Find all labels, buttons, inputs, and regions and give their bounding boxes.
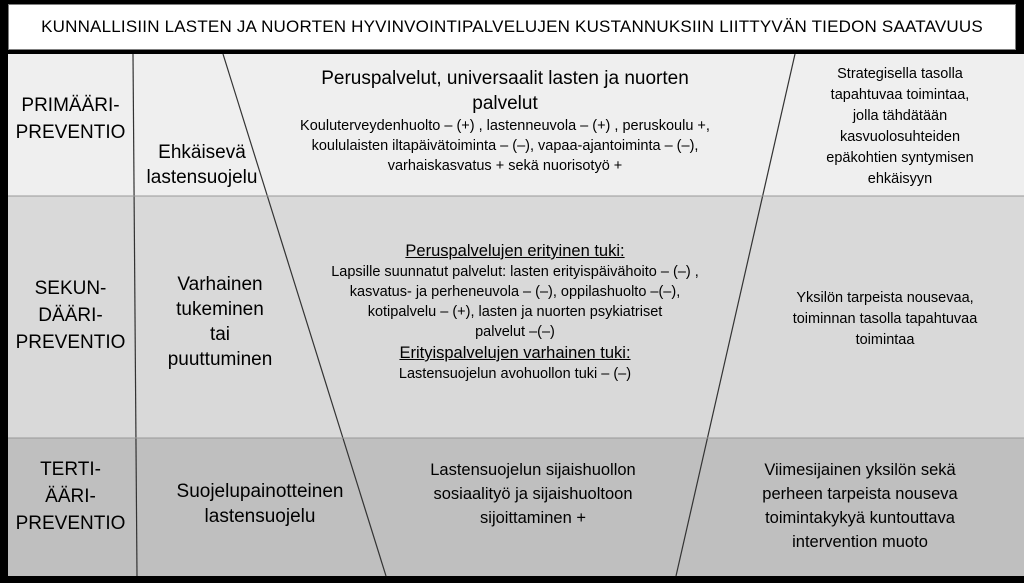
tertiary-services: Lastensuojelun sijaishuollon sosiaalityö ja sijaishuoltoon sijoittaminen + <box>430 461 636 527</box>
secondary-services: Peruspalvelujen erityinen tuki: Lapsille suunnatut palvelut: lasten erityispäivähoito – (–) , kasvatus- ja perheneuvola – (–), oppilashuolto –(–), kotipalvelu – (+), lasten ja nuorten psykiatriset palvelut –(–) Erityispalvelujen varhainen tuki: Lastensuojelun avohuollon tuki – (–) <box>331 242 699 382</box>
primary-services: Peruspalvelut, universaalit lasten ja nuorten palvelut Kouluterveydenhuolto – (+) , lastenneuvola – (+) , peruskoulu +, koululaisten iltapäivätoiminta – (–), vapaa-ajantoiminta – (–), varhaiskasvatus + sekä nuorisotyö + <box>300 68 710 174</box>
services-heading: Peruspalvelujen erityinen tuki: <box>405 242 625 260</box>
tertiary-description: Viimesijainen yksilön sekä perheen tarpeista nouseva toimintakykyä kuntouttava intervention muoto <box>762 461 958 551</box>
diagram-title: KUNNALLISIIN LASTEN JA NUORTEN HYVINVOINTIPALVELUJEN KUSTANNUKSIIN LIITTYVÄN TIEDON SAATAVUUS <box>8 4 1016 50</box>
services-heading: Erityispalvelujen varhainen tuki: <box>399 344 631 362</box>
type-preventive-child-welfare: Ehkäisevä lastensuojelu <box>146 142 258 188</box>
column-divider <box>133 54 137 576</box>
services-heading: Peruspalvelut, universaalit lasten ja nuorten <box>321 68 689 89</box>
level-tertiary: TERTI- ÄÄRI- PREVENTIO <box>15 459 126 534</box>
level-secondary: SEKUN- DÄÄRI- PREVENTIO <box>15 278 126 353</box>
primary-description: Strategisella tasolla tapahtuvaa toimintaa, jolla tähdätään kasvuolosuhteiden epäkohtien syntymisen ehkäisyyn <box>826 66 974 187</box>
level-primary: PRIMÄÄRI- PREVENTIO <box>15 95 126 143</box>
secondary-description: Yksilön tarpeista nousevaa, toiminnan tasolla tapahtuvaa toimintaa <box>792 290 978 348</box>
type-early-support: Varhainen tukeminen tai puuttuminen <box>167 274 273 370</box>
type-protective-child-welfare: Suojelupainotteinen lastensuojelu <box>176 481 344 527</box>
